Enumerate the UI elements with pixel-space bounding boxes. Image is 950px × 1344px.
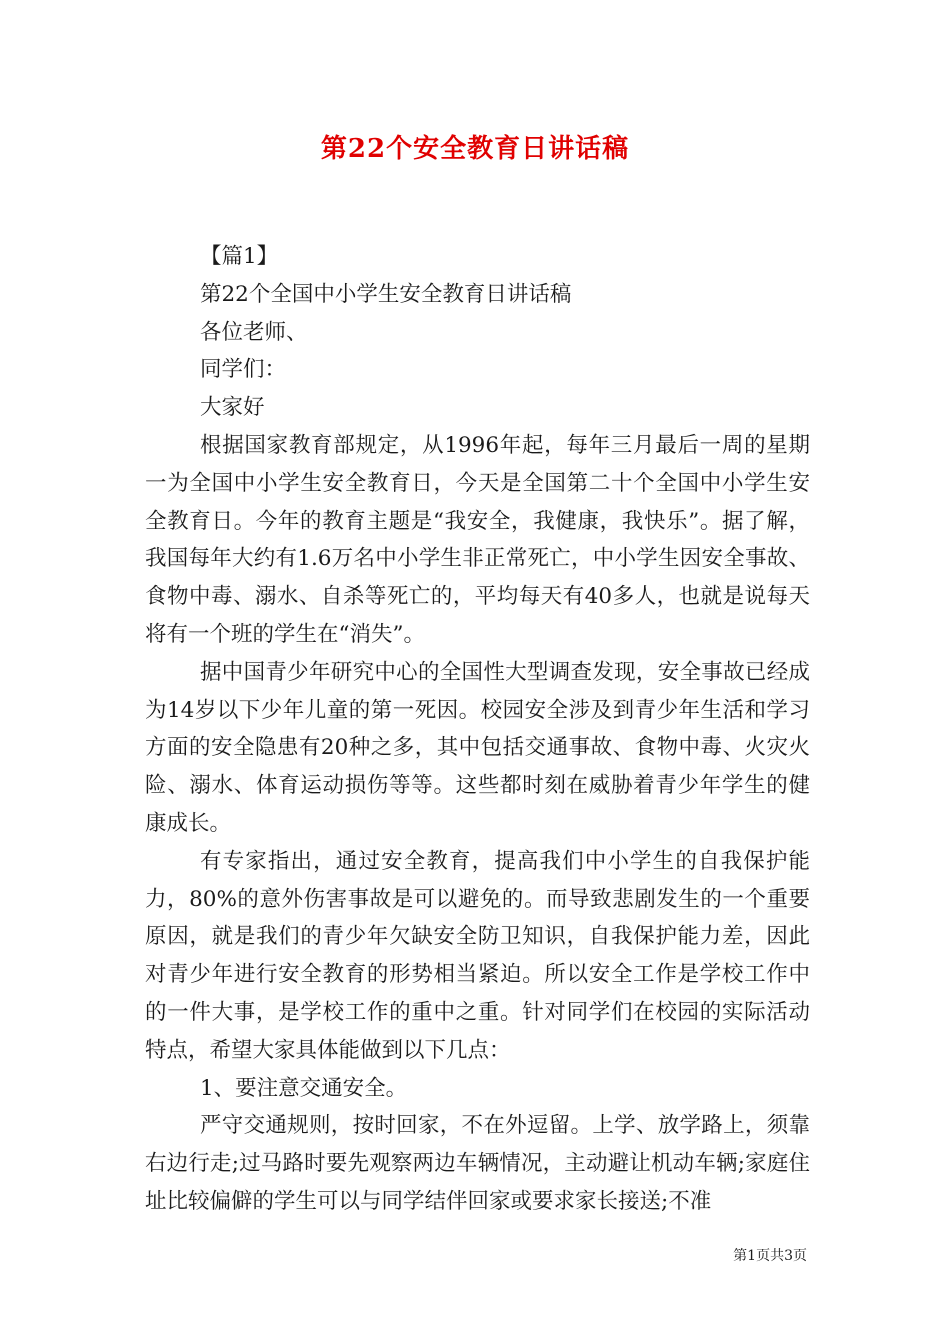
page-indicator: 第1页共3页 [733, 1248, 807, 1264]
section-label: 【篇1】 [200, 244, 279, 269]
greeting-line: 同学们： [200, 357, 287, 383]
paragraph: 根据国家教育部规定，从1996年起，每年三月最后一周的星期一为全国中小学生安全教育日，今天是全国第二十个全国中小学生安全教育日。今年的教育主题是“我安全，我健康，我快乐”。据了解，我国每年大约有1.6万名中小学生非正常死亡，中小学生因安全事故、食物中毒、溺水、自杀等死亡的，平均每天有40多人，也就是说每天将有一个班的学生在“消失”。 [145, 432, 810, 647]
document-subtitle: 第22个全国中小学生安全教育日讲话稿 [200, 281, 572, 307]
document-body [145, 238, 810, 1221]
greeting-line: 各位老师、 [200, 319, 308, 345]
paragraph: 严守交通规则，按时回家，不在外逗留。上学、放学路上，须靠右边行走;过马路时要先观察两边车辆情况，主动避让机动车辆;家庭住址比较偏僻的学生可以与同学结伴回家或要求家长接送;不准 [145, 1113, 810, 1214]
list-heading: 1、要注意交通安全。 [200, 1075, 408, 1101]
greeting-line: 大家好 [200, 395, 265, 421]
paragraph: 据中国青少年研究中心的全国性大型调查发现，安全事故已经成为14岁以下少年儿童的第一死因。校园安全涉及到青少年生活和学习方面的安全隐患有20种之多，其中包括交通事故、食物中毒、火灾火险、溺水、体育运动损伤等等。这些都时刻在威胁着青少年学生的健康成长。 [145, 659, 810, 836]
document-title: 第22个安全教育日讲话稿 [320, 134, 630, 164]
paragraph: 有专家指出，通过安全教育，提高我们中小学生的自我保护能力，80%的意外伤害事故是可以避免的。而导致悲剧发生的一个重要原因，就是我们的青少年欠缺安全防卫知识，自我保护能力差，因此对青少年进行安全教育的形势相当紧迫。所以安全工作是学校工作中的一件大事，是学校工作的重中之重。针对同学们在校园的实际活动特点，希望大家具体能做到以下几点： [145, 848, 810, 1063]
